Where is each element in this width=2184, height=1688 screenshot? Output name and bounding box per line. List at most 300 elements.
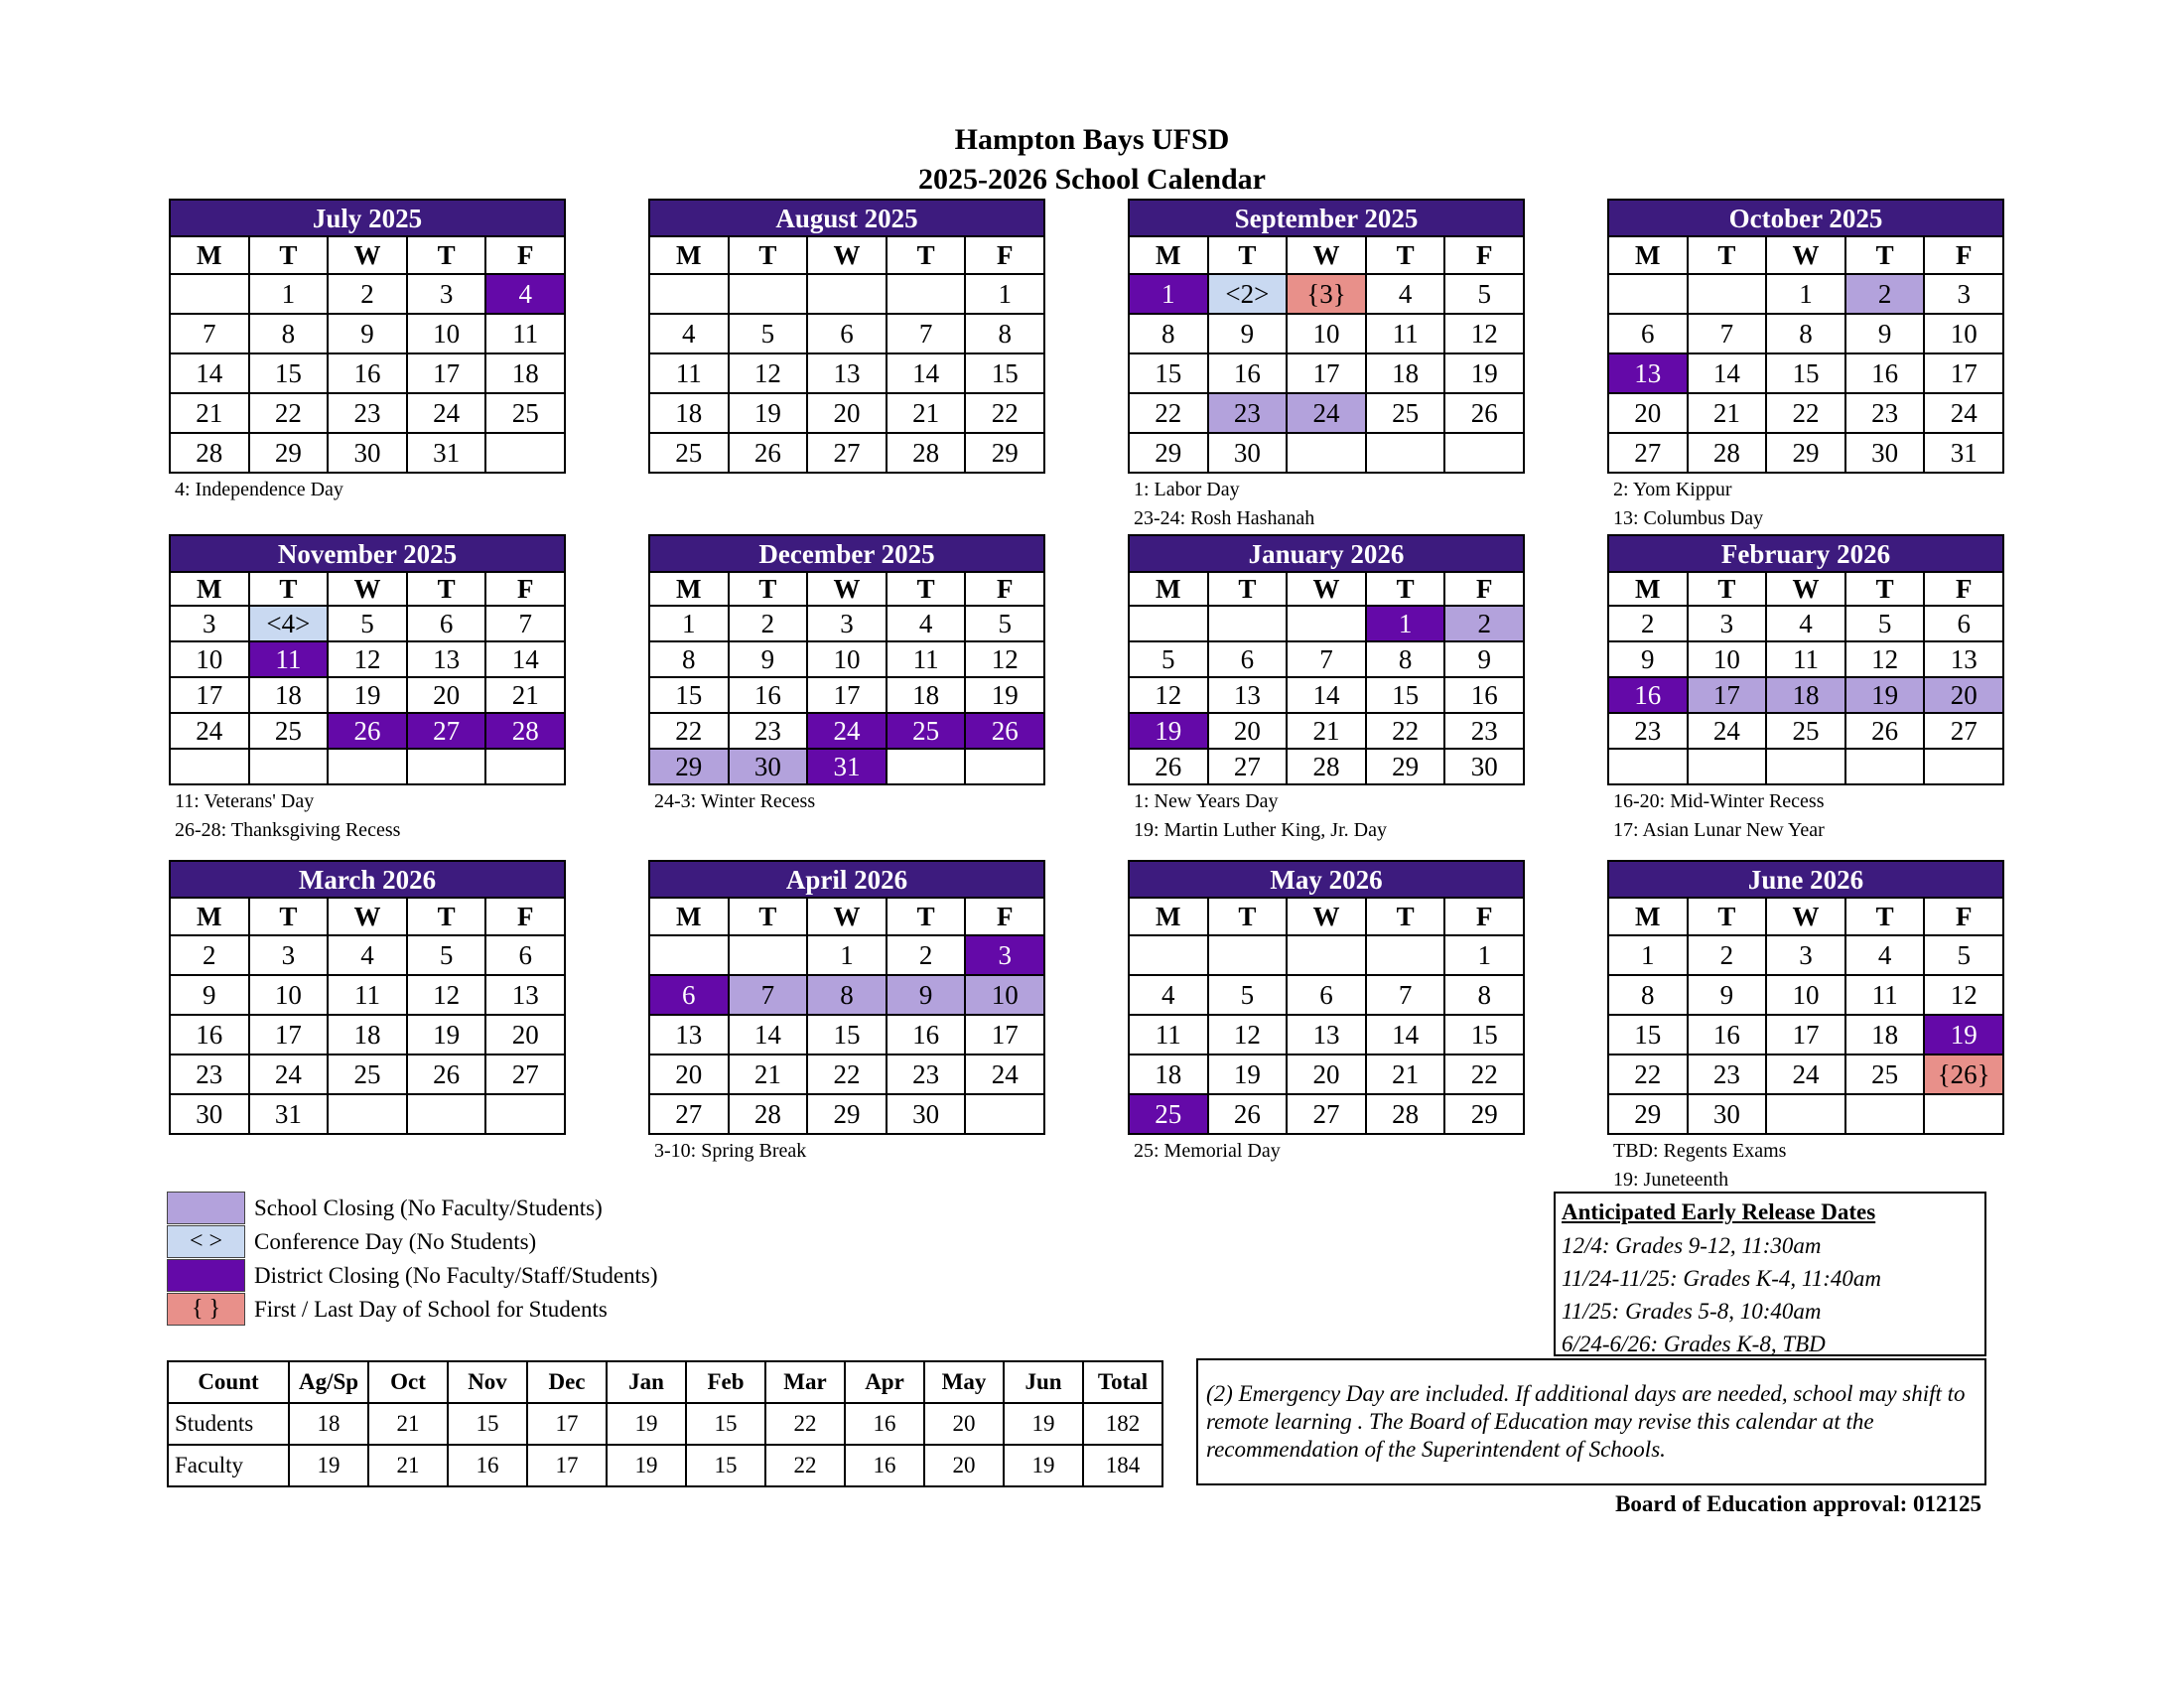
day-cell: 8 xyxy=(649,641,729,677)
month-calendar xyxy=(1607,860,2004,1135)
empty-day-cell xyxy=(1287,433,1366,473)
weekday-label: W xyxy=(807,572,887,606)
week-row xyxy=(170,1015,565,1055)
day-cell: 10 xyxy=(407,314,486,353)
day-cell: 19 xyxy=(965,677,1044,713)
day-cell: 21 xyxy=(1688,393,1767,433)
emergency-note: (2) Emergency Day are included. If additional days are needed, school may shift to remote learning . The Board of Education may revise this calendar at the recommendation of the Superintendent of Schools. xyxy=(1196,1358,1986,1485)
weekday-header-row xyxy=(1608,572,2003,606)
month-title: March 2026 xyxy=(169,860,566,897)
day-cell: 4 xyxy=(887,606,966,641)
day-cell: 12 xyxy=(729,353,808,393)
day-cell: 30 xyxy=(328,433,407,473)
day-cell: 16 xyxy=(1845,353,1925,393)
day-cell: 12 xyxy=(1444,314,1524,353)
day-cell: 21 xyxy=(170,393,249,433)
week-row xyxy=(1129,353,1524,393)
week-row xyxy=(649,606,1044,641)
day-cell: 1 xyxy=(1608,935,1688,975)
day-cell: 3 xyxy=(407,274,486,314)
month-calendar xyxy=(1607,199,2004,474)
day-cell: 20 xyxy=(1608,393,1688,433)
holiday-note: 1: Labor Day xyxy=(1134,479,1240,500)
week-row xyxy=(1608,353,2003,393)
month-table xyxy=(1607,897,2004,1135)
week-row xyxy=(170,975,565,1015)
day-cell: 2 xyxy=(1444,606,1524,641)
day-cell: 11 xyxy=(485,314,565,353)
holiday-note: 11: Veterans' Day xyxy=(175,790,315,812)
day-cell: 25 xyxy=(1766,713,1845,749)
day-cell: 15 xyxy=(1444,1015,1524,1055)
day-cell: 3 xyxy=(170,606,249,641)
conference-swatch: < > xyxy=(167,1225,245,1258)
week-row xyxy=(1608,935,2003,975)
day-cell: 19 xyxy=(407,1015,486,1055)
count-cell: 15 xyxy=(448,1403,527,1445)
count-cell: 19 xyxy=(607,1403,686,1445)
day-cell: 27 xyxy=(1608,433,1688,473)
day-cell: 9 xyxy=(887,975,966,1015)
week-row xyxy=(170,314,565,353)
day-cell: 31 xyxy=(807,749,887,784)
day-cell: 3 xyxy=(1688,606,1767,641)
empty-day-cell xyxy=(1608,749,1688,784)
day-cell: 26 xyxy=(1444,393,1524,433)
day-cell: 30 xyxy=(1208,433,1288,473)
empty-day-cell xyxy=(1924,749,2003,784)
day-cell: 16 xyxy=(1688,1015,1767,1055)
day-cell: 16 xyxy=(1208,353,1288,393)
day-cell: 8 xyxy=(1444,975,1524,1015)
day-cell: 9 xyxy=(328,314,407,353)
month-notes xyxy=(1613,1137,1786,1195)
day-cell: 21 xyxy=(485,677,565,713)
empty-day-cell xyxy=(328,749,407,784)
day-cell: 30 xyxy=(887,1094,966,1134)
weekday-label: T xyxy=(887,572,966,606)
month-title: September 2025 xyxy=(1128,199,1525,235)
week-row xyxy=(170,393,565,433)
month-notes xyxy=(175,476,343,504)
day-cell: 23 xyxy=(1444,713,1524,749)
weekday-label: F xyxy=(1444,236,1524,274)
day-cell: 18 xyxy=(1366,353,1445,393)
day-cell: 28 xyxy=(485,713,565,749)
count-header-cell: Apr xyxy=(845,1361,924,1403)
day-cell: 30 xyxy=(170,1094,249,1134)
month-calendar xyxy=(648,860,1045,1135)
day-cell: 8 xyxy=(1366,641,1445,677)
weekday-label: T xyxy=(1688,572,1767,606)
month-calendar xyxy=(648,199,1045,474)
day-cell: 16 xyxy=(887,1015,966,1055)
weekday-label: T xyxy=(729,898,808,935)
day-cell: 5 xyxy=(1845,606,1925,641)
day-cell: 6 xyxy=(407,606,486,641)
count-cell: 15 xyxy=(686,1403,765,1445)
day-cell: 23 xyxy=(328,393,407,433)
weekday-label: F xyxy=(965,898,1044,935)
weekday-label: F xyxy=(965,236,1044,274)
day-cell: 22 xyxy=(1766,393,1845,433)
day-cell: 17 xyxy=(170,677,249,713)
day-cell: 4 xyxy=(1366,274,1445,314)
week-row xyxy=(170,1094,565,1134)
empty-day-cell xyxy=(1608,274,1688,314)
empty-day-cell xyxy=(1129,606,1208,641)
day-cell: 21 xyxy=(729,1055,808,1094)
weekday-label: F xyxy=(1444,572,1524,606)
day-cell: 27 xyxy=(1287,1094,1366,1134)
holiday-note: 26-28: Thanksgiving Recess xyxy=(175,819,401,841)
day-cell: 5 xyxy=(1129,641,1208,677)
week-row xyxy=(649,749,1044,784)
day-cell: 16 xyxy=(729,677,808,713)
day-cell: 13 xyxy=(485,975,565,1015)
day-cell: 6 xyxy=(1287,975,1366,1015)
weekday-label: T xyxy=(1208,898,1288,935)
week-row xyxy=(1129,677,1524,713)
week-row xyxy=(170,1055,565,1094)
count-cell: 19 xyxy=(1004,1445,1083,1486)
day-cell: 24 xyxy=(1766,1055,1845,1094)
weekday-label: M xyxy=(1129,572,1208,606)
weekday-label: F xyxy=(1924,898,2003,935)
month-calendar xyxy=(648,534,1045,785)
week-row xyxy=(1129,713,1524,749)
weekday-label: F xyxy=(1924,236,2003,274)
week-row xyxy=(170,749,565,784)
holiday-note: 23-24: Rosh Hashanah xyxy=(1134,507,1315,529)
day-cell: 4 xyxy=(1766,606,1845,641)
day-cell: 5 xyxy=(1924,935,2003,975)
day-cell: 18 xyxy=(328,1015,407,1055)
day-cell: 19 xyxy=(1444,353,1524,393)
day-cell: 11 xyxy=(249,641,329,677)
day-cell: 2 xyxy=(887,935,966,975)
month-notes xyxy=(1613,787,1825,845)
day-cell: 27 xyxy=(807,433,887,473)
day-cell: 26 xyxy=(729,433,808,473)
day-cell: 9 xyxy=(729,641,808,677)
day-cell: 20 xyxy=(485,1015,565,1055)
district-swatch xyxy=(167,1259,245,1292)
count-cell: 19 xyxy=(607,1445,686,1486)
day-cell: 11 xyxy=(887,641,966,677)
day-cell: 30 xyxy=(729,749,808,784)
empty-day-cell xyxy=(1845,749,1925,784)
day-cell: 29 xyxy=(249,433,329,473)
weekday-label: M xyxy=(170,236,249,274)
weekday-label: M xyxy=(649,236,729,274)
day-cell: 7 xyxy=(887,314,966,353)
holiday-note: 19: Juneteenth xyxy=(1613,1169,1729,1191)
week-row xyxy=(649,677,1044,713)
day-cell: 8 xyxy=(1608,975,1688,1015)
count-header-cell: Ag/Sp xyxy=(289,1361,368,1403)
district-title: Hampton Bays UFSD xyxy=(954,123,1230,156)
day-cell: 22 xyxy=(1129,393,1208,433)
week-row xyxy=(1608,393,2003,433)
day-cell: 5 xyxy=(965,606,1044,641)
day-cell: 23 xyxy=(887,1055,966,1094)
day-cell: 24 xyxy=(170,713,249,749)
empty-day-cell xyxy=(328,1094,407,1134)
count-row xyxy=(168,1445,1162,1486)
day-cell: 5 xyxy=(328,606,407,641)
holiday-note: 17: Asian Lunar New Year xyxy=(1613,819,1825,841)
first-last-swatch: { } xyxy=(167,1293,245,1326)
day-cell: 26 xyxy=(1129,749,1208,784)
week-row xyxy=(1129,1015,1524,1055)
day-cell: 9 xyxy=(1688,975,1767,1015)
day-cell: 1 xyxy=(249,274,329,314)
day-cell: 20 xyxy=(649,1055,729,1094)
day-cell: 7 xyxy=(1688,314,1767,353)
day-cell: 2 xyxy=(729,606,808,641)
month-table xyxy=(648,897,1045,1135)
weekday-label: T xyxy=(887,236,966,274)
day-cell: 3 xyxy=(249,935,329,975)
day-cell: 21 xyxy=(887,393,966,433)
week-row xyxy=(1608,713,2003,749)
holiday-note: 13: Columbus Day xyxy=(1613,507,1764,529)
day-cell: 8 xyxy=(1766,314,1845,353)
day-cell: 2 xyxy=(1608,606,1688,641)
day-cell: 29 xyxy=(807,1094,887,1134)
weekday-label: F xyxy=(1444,898,1524,935)
day-cell: 14 xyxy=(1287,677,1366,713)
empty-day-cell xyxy=(965,749,1044,784)
week-row xyxy=(170,713,565,749)
day-cell: 23 xyxy=(1208,393,1288,433)
day-cell: 13 xyxy=(649,1015,729,1055)
count-header-cell: May xyxy=(924,1361,1004,1403)
day-cell: 21 xyxy=(1287,713,1366,749)
month-title: February 2026 xyxy=(1607,534,2004,571)
day-cell: 17 xyxy=(1766,1015,1845,1055)
empty-day-cell xyxy=(1287,606,1366,641)
month-title: October 2025 xyxy=(1607,199,2004,235)
day-cell: 4 xyxy=(649,314,729,353)
day-cell: <2> xyxy=(1208,274,1288,314)
week-row xyxy=(1608,1055,2003,1094)
empty-day-cell xyxy=(1208,606,1288,641)
day-cell: 14 xyxy=(1688,353,1767,393)
day-cell: 6 xyxy=(1924,606,2003,641)
day-cell: 20 xyxy=(807,393,887,433)
count-row xyxy=(168,1403,1162,1445)
holiday-note: 19: Martin Luther King, Jr. Day xyxy=(1134,819,1387,841)
day-cell: 18 xyxy=(887,677,966,713)
weekday-label: M xyxy=(1608,572,1688,606)
month-title: July 2025 xyxy=(169,199,566,235)
day-cell: 23 xyxy=(1845,393,1925,433)
day-cell: 12 xyxy=(1129,677,1208,713)
day-cell: 6 xyxy=(1608,314,1688,353)
month-table xyxy=(1128,897,1525,1135)
month-table xyxy=(169,897,566,1135)
day-cell: 12 xyxy=(1924,975,2003,1015)
month-table xyxy=(648,571,1045,785)
count-header-cell: Oct xyxy=(368,1361,448,1403)
week-row xyxy=(1608,1015,2003,1055)
week-row xyxy=(1129,935,1524,975)
day-cell: 22 xyxy=(1366,713,1445,749)
day-cell: 7 xyxy=(1366,975,1445,1015)
week-row xyxy=(170,606,565,641)
week-row xyxy=(1129,314,1524,353)
day-cell: 19 xyxy=(1208,1055,1288,1094)
weekday-label: T xyxy=(729,236,808,274)
day-cell: 2 xyxy=(1845,274,1925,314)
weekday-header-row xyxy=(1129,236,1524,274)
day-cell: 28 xyxy=(1688,433,1767,473)
day-cell: 16 xyxy=(1608,677,1688,713)
week-row xyxy=(1129,749,1524,784)
weekday-label: T xyxy=(407,236,486,274)
month-title: November 2025 xyxy=(169,534,566,571)
day-cell: 23 xyxy=(1688,1055,1767,1094)
holiday-note: TBD: Regents Exams xyxy=(1613,1140,1787,1162)
day-cell: 18 xyxy=(485,353,565,393)
day-cell: 7 xyxy=(1287,641,1366,677)
early-release-item: 11/24-11/25: Grades K-4, 11:40am xyxy=(1562,1266,1881,1291)
empty-day-cell xyxy=(649,274,729,314)
holiday-note: 4: Independence Day xyxy=(175,479,343,500)
day-cell: 10 xyxy=(807,641,887,677)
day-cell: 1 xyxy=(1444,935,1524,975)
count-cell: 20 xyxy=(924,1403,1004,1445)
month-calendar xyxy=(1128,199,1525,474)
week-row xyxy=(1129,274,1524,314)
weekday-label: M xyxy=(1608,898,1688,935)
day-cell: 24 xyxy=(1287,393,1366,433)
count-cell: 182 xyxy=(1083,1403,1162,1445)
month-title: May 2026 xyxy=(1128,860,1525,897)
day-cell: 27 xyxy=(407,713,486,749)
day-cell: 26 xyxy=(328,713,407,749)
holiday-note: 25: Memorial Day xyxy=(1134,1140,1281,1162)
day-cell: 20 xyxy=(1924,677,2003,713)
day-cell: 13 xyxy=(1208,677,1288,713)
weekday-label: W xyxy=(1287,236,1366,274)
day-cell: 7 xyxy=(485,606,565,641)
month-calendar xyxy=(1128,860,1525,1135)
day-cell: 1 xyxy=(649,606,729,641)
day-cell: 26 xyxy=(1208,1094,1288,1134)
week-row xyxy=(1608,641,2003,677)
empty-day-cell xyxy=(965,1094,1044,1134)
month-notes xyxy=(1134,476,1314,533)
weekday-label: W xyxy=(1766,236,1845,274)
empty-day-cell xyxy=(649,935,729,975)
day-cell: 8 xyxy=(965,314,1044,353)
empty-day-cell xyxy=(1766,1094,1845,1134)
empty-day-cell xyxy=(1688,749,1767,784)
day-cell: 19 xyxy=(1845,677,1925,713)
weekday-label: M xyxy=(170,572,249,606)
weekday-label: T xyxy=(407,898,486,935)
day-cell: 1 xyxy=(1366,606,1445,641)
day-cell: 8 xyxy=(1129,314,1208,353)
holiday-note: 3-10: Spring Break xyxy=(654,1140,807,1162)
day-cell: 9 xyxy=(1208,314,1288,353)
week-row xyxy=(649,935,1044,975)
empty-day-cell xyxy=(485,433,565,473)
day-cell: 14 xyxy=(1366,1015,1445,1055)
weekday-header-row xyxy=(649,898,1044,935)
day-cell: 15 xyxy=(1366,677,1445,713)
week-row xyxy=(1608,433,2003,473)
day-cell: 10 xyxy=(1766,975,1845,1015)
weekday-label: T xyxy=(1208,236,1288,274)
day-cell: 1 xyxy=(807,935,887,975)
day-cell: 12 xyxy=(965,641,1044,677)
day-cell: 13 xyxy=(1924,641,2003,677)
day-cell: 28 xyxy=(170,433,249,473)
week-row xyxy=(1129,1094,1524,1134)
empty-day-cell xyxy=(1366,433,1445,473)
day-cell: 25 xyxy=(887,713,966,749)
week-row xyxy=(1129,641,1524,677)
closing-swatch xyxy=(167,1192,245,1224)
week-row xyxy=(170,935,565,975)
early-release-heading: Anticipated Early Release Dates xyxy=(1562,1199,1876,1224)
week-row xyxy=(649,713,1044,749)
week-row xyxy=(1608,1094,2003,1134)
month-table xyxy=(169,571,566,785)
day-cell: 20 xyxy=(1287,1055,1366,1094)
empty-day-cell xyxy=(887,274,966,314)
day-cell: 28 xyxy=(1287,749,1366,784)
day-cell: 22 xyxy=(649,713,729,749)
day-cell: 25 xyxy=(649,433,729,473)
week-row xyxy=(1129,606,1524,641)
count-header-cell: Feb xyxy=(686,1361,765,1403)
count-row-label: Faculty xyxy=(168,1445,289,1486)
weekday-label: T xyxy=(249,898,329,935)
month-notes xyxy=(1613,476,1763,533)
empty-day-cell xyxy=(1287,935,1366,975)
month-title: April 2026 xyxy=(648,860,1045,897)
weekday-label: T xyxy=(1208,572,1288,606)
weekday-label: W xyxy=(328,236,407,274)
count-cell: 19 xyxy=(1004,1403,1083,1445)
empty-day-cell xyxy=(1444,433,1524,473)
day-cell: 22 xyxy=(249,393,329,433)
day-cell: 6 xyxy=(649,975,729,1015)
day-cell: 29 xyxy=(1608,1094,1688,1134)
week-row xyxy=(170,274,565,314)
day-cell: 14 xyxy=(170,353,249,393)
month-calendar xyxy=(169,860,566,1135)
count-header-cell: Jun xyxy=(1004,1361,1083,1403)
day-cell: 1 xyxy=(1766,274,1845,314)
week-row xyxy=(649,1055,1044,1094)
day-cell: 15 xyxy=(649,677,729,713)
empty-day-cell xyxy=(1366,935,1445,975)
month-table xyxy=(1607,571,2004,785)
week-row xyxy=(1129,1055,1524,1094)
count-cell: 17 xyxy=(527,1445,607,1486)
day-cell: 28 xyxy=(729,1094,808,1134)
day-cell: {26} xyxy=(1924,1055,2003,1094)
day-cell: 16 xyxy=(328,353,407,393)
count-header-row xyxy=(168,1361,1162,1403)
count-cell: 20 xyxy=(924,1445,1004,1486)
